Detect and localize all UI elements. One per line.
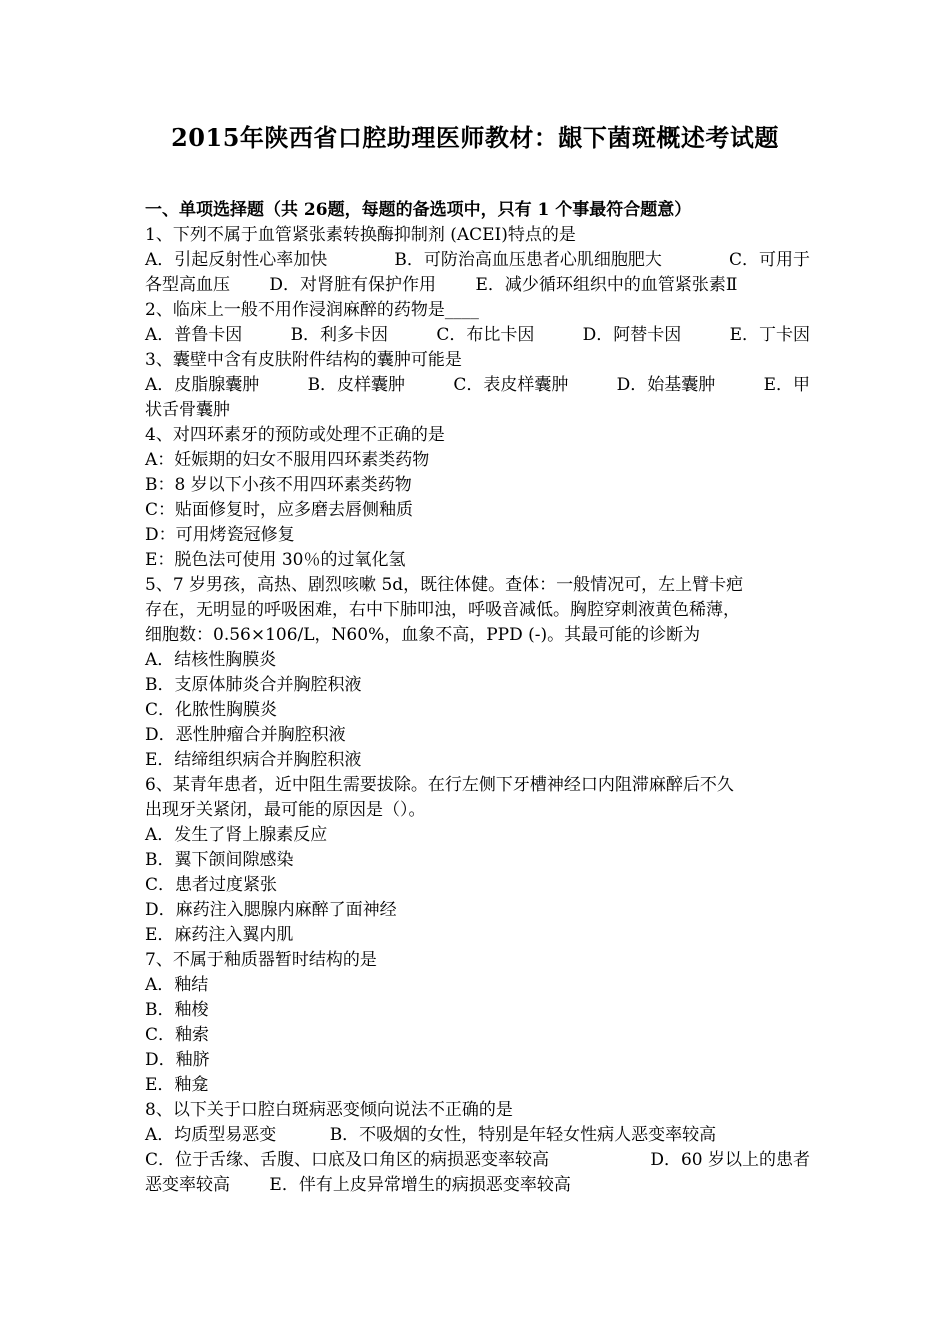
question-5-option-c: C．化脓性胸膜炎 <box>145 700 278 720</box>
document-title: 2015年陕西省口腔助理医师教材：龈下菌斑概述考试题 <box>171 123 779 152</box>
option-text: B．可防治高血压患者心肌细胞肥大 <box>394 250 662 270</box>
option-text: D．阿替卡因 <box>582 325 682 345</box>
option-text: 各型高血压 <box>145 275 230 295</box>
question-7-option-b: B．釉梭 <box>145 1000 209 1020</box>
question-7-option-d: D．釉脐 <box>145 1050 210 1070</box>
option-text: C．位于舌缘、舌腹、口底及口角区的病损恶变率较高 <box>145 1150 550 1170</box>
option-text: D．始基囊肿 <box>616 375 716 395</box>
option-text: D．60 岁以上的患者 <box>650 1150 810 1170</box>
question-2-options-line <box>145 323 810 348</box>
question-5-option-e: E．结缔组织病合并胸腔积液 <box>145 750 362 770</box>
option-text: E．减少循环组织中的血管紧张素Ⅱ <box>475 275 738 295</box>
option-text: A．引起反射性心率加快 <box>145 250 328 270</box>
question-6-stem-line: 6、某青年患者，近中阻生需要拔除。在行左侧下牙槽神经口内阻滞麻醉后不久 <box>145 775 734 795</box>
question-4-option-e: E：脱色法可使用 30％的过氧化氢 <box>145 550 406 570</box>
question-7-option-a: A．釉结 <box>145 975 209 995</box>
option-text: A．皮脂腺囊肿 <box>145 375 260 395</box>
option-text: E．伴有上皮异常增生的病损恶变率较高 <box>269 1175 571 1195</box>
question-4-option-d: D：可用烤瓷冠修复 <box>145 525 295 545</box>
question-8-stem: 8、以下关于口腔白斑病恶变倾向说法不正确的是 <box>145 1100 513 1120</box>
question-5-option-a: A．结核性胸膜炎 <box>145 650 277 670</box>
question-3-options-line <box>145 373 810 398</box>
question-5-stem-line: 细胞数：0.56×106/L，N60%，血象不高，PPD (-)。其最可能的诊断为 <box>145 625 701 645</box>
option-text: D．对肾脏有保护作用 <box>269 275 437 295</box>
option-text: A．普鲁卡因 <box>145 325 243 345</box>
option-text: C．可用于 <box>728 250 810 270</box>
option-text: C．布比卡因 <box>436 325 535 345</box>
question-5-stem-line: 存在，无明显的呼吸困难，右中下肺叩浊，呼吸音减低。胸腔穿刺液黄色稀薄， <box>145 600 740 620</box>
question-4-option-b: B：8 岁以下小孩不用四环素类药物 <box>145 475 412 495</box>
question-6-option-e: E．麻药注入翼内肌 <box>145 925 294 945</box>
question-5-stem-line: 5、7 岁男孩，高热、剧烈咳嗽 5d，既往体健。查体：一般情况可，左上臂卡疤 <box>145 575 744 595</box>
question-6-option-d: D．麻药注入腮腺内麻醉了面神经 <box>145 900 397 920</box>
question-8-options-line <box>145 1148 810 1173</box>
question-8-options-line <box>145 1123 810 1148</box>
question-7-option-c: C．釉索 <box>145 1025 210 1045</box>
option-text: B．皮样囊肿 <box>307 375 406 395</box>
option-text: A．均质型易恶变 <box>145 1125 277 1145</box>
option-text: E．甲 <box>763 375 810 395</box>
question-8-options-line <box>145 1173 810 1198</box>
question-6-option-c: C．患者过度紧张 <box>145 875 278 895</box>
option-text: B．不吸烟的女性，特别是年轻女性病人恶变率较高 <box>329 1125 717 1145</box>
question-6-option-b: B．翼下颌间隙感染 <box>145 850 294 870</box>
option-text: C．表皮样囊肿 <box>453 375 569 395</box>
question-4-option-c: C：贴面修复时，应多磨去唇侧釉质 <box>145 500 414 520</box>
question-4-stem: 4、对四环素牙的预防或处理不正确的是 <box>145 425 445 445</box>
document-body <box>145 198 810 1198</box>
question-4-option-a: A：妊娠期的妇女不服用四环素类药物 <box>145 450 430 470</box>
question-6-option-a: A．发生了肾上腺素反应 <box>145 825 328 845</box>
question-5-option-b: B．支原体肺炎合并胸腔积液 <box>145 675 362 695</box>
question-5-option-d: D．恶性肿瘤合并胸腔积液 <box>145 725 346 745</box>
question-1-stem: 1、下列不属于血管紧张素转换酶抑制剂 (ACEI)特点的是 <box>145 225 576 245</box>
option-text: E．丁卡因 <box>729 325 810 345</box>
option-text: 恶变率较高 <box>145 1175 230 1195</box>
question-3-stem: 3、囊壁中含有皮肤附件结构的囊肿可能是 <box>145 350 462 370</box>
question-1-options-line <box>145 273 810 298</box>
option-text: B．利多卡因 <box>290 325 389 345</box>
question-7-option-e: E．釉龛 <box>145 1075 209 1095</box>
question-1-options-line <box>145 248 810 273</box>
section-header: 一、单项选择题（共 26题，每题的备选项中，只有 1 个事最符合题意） <box>145 200 692 220</box>
question-2-stem: 2、临床上一般不用作浸润麻醉的药物是____ <box>145 300 479 320</box>
question-3-options-line: 状舌骨囊肿 <box>145 400 230 420</box>
question-6-stem-line: 出现牙关紧闭，最可能的原因是（）。 <box>145 800 426 820</box>
question-7-stem: 7、不属于釉质器暂时结构的是 <box>145 950 377 970</box>
